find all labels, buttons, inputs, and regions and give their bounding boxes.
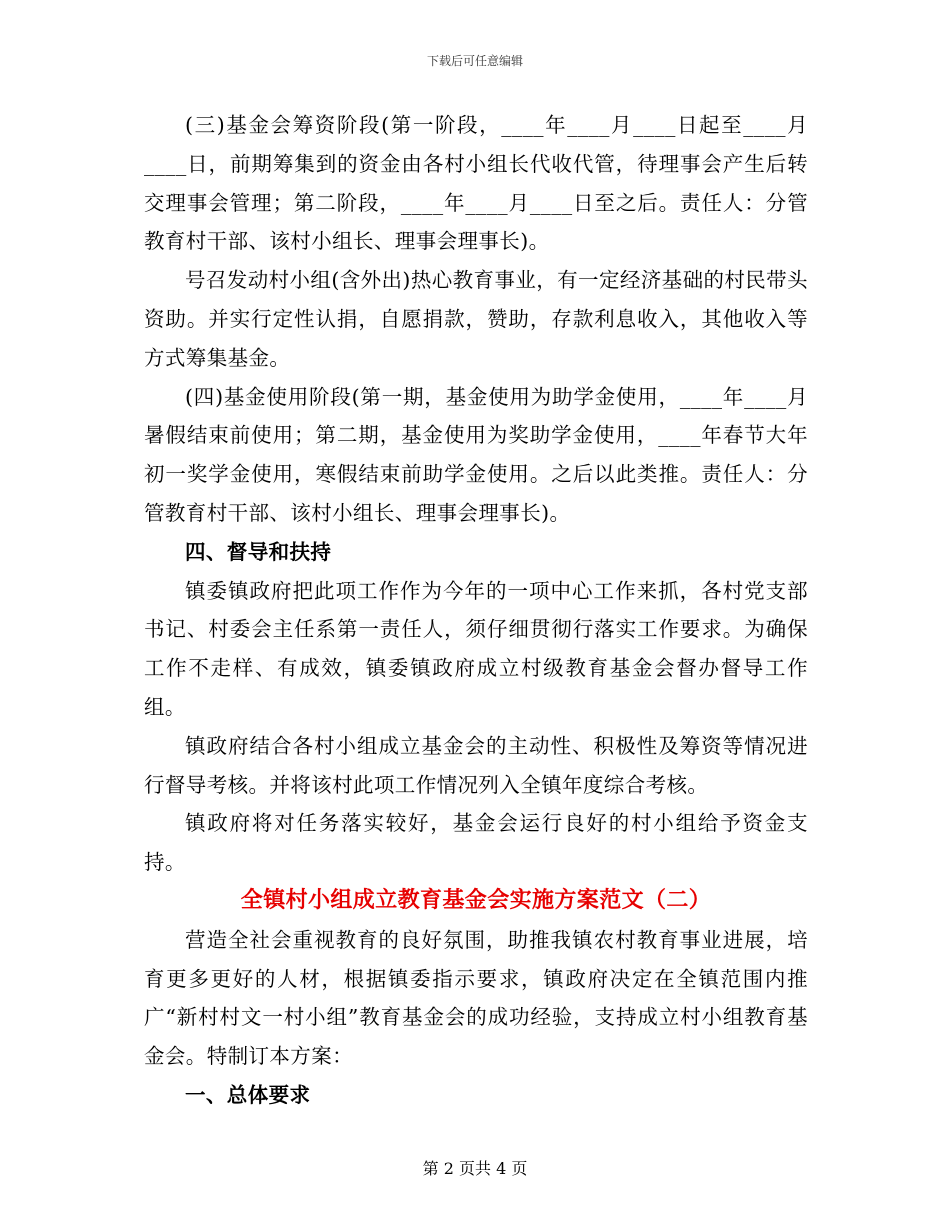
page-header: 下载后可任意编辑: [426, 54, 523, 68]
page-footer: 第 2 页共 4 页: [422, 1159, 528, 1178]
paragraph-fund-usage-stage: (四)基金使用阶段(第一期，基金使用为助学金使用，____年____月暑假结束前使用；第二期，基金使用为奖助学金使用，____年春节大年初一奖学金使用，寒假结束前助学金使用。之后以此类推。责任人：分管教育村干部、该村小组长、理事会理事长)。: [144, 384, 808, 525]
document-title-two: 全镇村小组成立教育基金会实施方案范文（二）: [240, 887, 712, 913]
paragraph-fundraising-stage: (三)基金会筹资阶段(第一阶段，____年____月____日起至____月____日，前期筹集到的资金由各村小组长代收代管，待理事会产生后转交理事会管理；第二阶段，____年____月____日至之后。责任人：分管教育村干部、该村小组长、理事会理事长)。: [144, 113, 808, 254]
document-body: [144, 106, 808, 1115]
paragraph-assessment: 镇政府结合各村小组成立基金会的主动性、积极性及筹资等情况进行督导考核。并将该村此项工作情况列入全镇年度综合考核。: [144, 733, 808, 797]
section-heading-supervision: 四、督导和扶持: [185, 539, 332, 564]
paragraph-funding-support: 镇政府将对任务落实较好，基金会运行良好的村小组给予资金支持。: [144, 811, 808, 875]
paragraph-intro: 营造全社会重视教育的良好氛围，助推我镇农村教育事业进展，培育更多更好的人材，根据镇委指示要求，镇政府决定在全镇范围内推广“新村村文一村小组”教育基金会的成功经验，支持成立村小组教育基金会。特制订本方案：: [144, 927, 808, 1069]
paragraph-mobilize-villagers: 号召发动村小组(含外出)热心教育事业，有一定经济基础的村民带头资助。并实行定性认捐，自愿捐款，赞助，存款利息收入，其他收入等方式筹集基金。: [144, 268, 808, 370]
section-heading-general-requirements: 一、总体要求: [185, 1082, 311, 1107]
paragraph-central-task: 镇委镇政府把此项工作作为今年的一项中心工作来抓，各村党支部书记、村委会主任系第一责任人，须仔细贯彻行落实工作要求。为确保工作不走样、有成效，镇委镇政府成立村级教育基金会督办督导工作组。: [144, 578, 808, 719]
